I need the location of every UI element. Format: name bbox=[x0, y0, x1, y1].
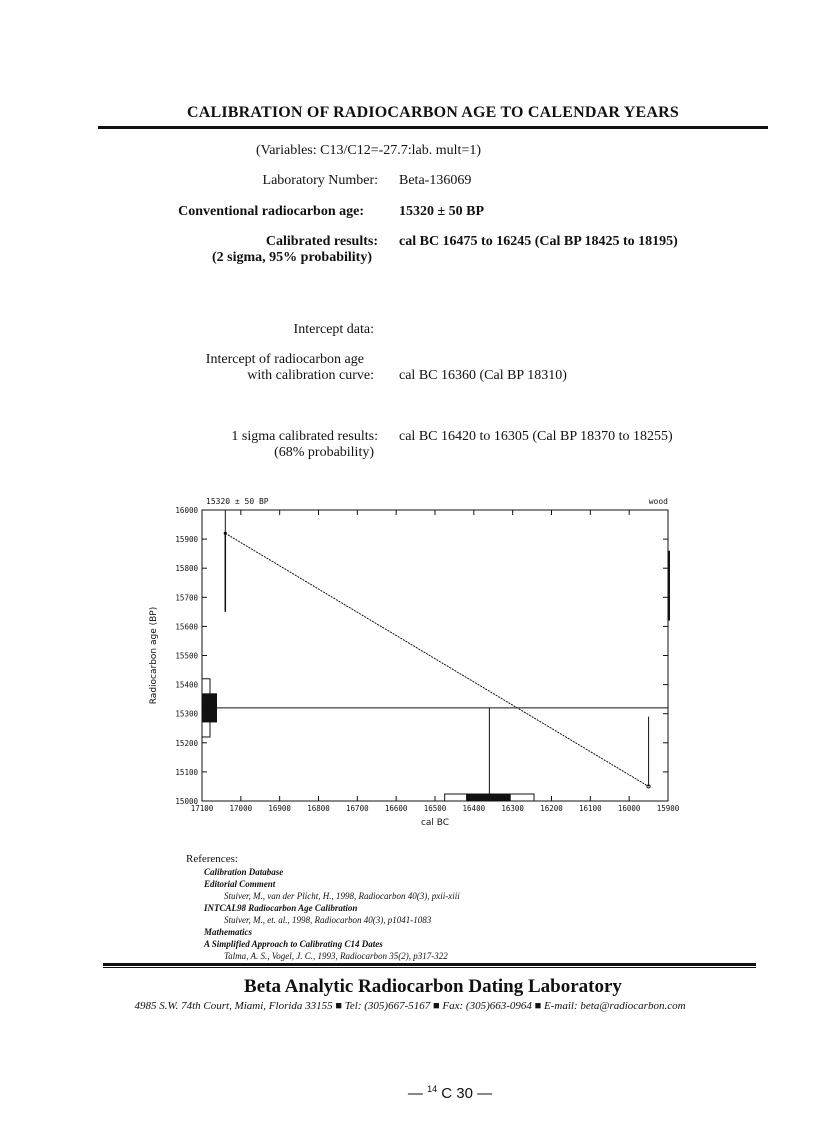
y-tick-label: 15600 bbox=[175, 622, 198, 632]
footer-rule-thin bbox=[103, 967, 756, 968]
y-tick-label: 16000 bbox=[175, 506, 198, 515]
page-prefix: — bbox=[407, 1085, 428, 1102]
x-tick-label: 17100 bbox=[190, 804, 214, 813]
y-tick-label: 15200 bbox=[175, 738, 198, 748]
page-title: CALIBRATION OF RADIOCARBON AGE TO CALENDAR YEARS bbox=[186, 104, 680, 121]
variables-line: (Variables: C13/C12=-27.7:lab. mult=1) bbox=[256, 143, 481, 158]
lab-address: 4985 S.W. 74th Court, Miami, Florida 33155 ■ Tel: (305)667-5167 ■ Fax: (305)663-0964 ■ E-mail: beta@radiocarbon.com bbox=[134, 1000, 686, 1012]
title-rule bbox=[98, 126, 768, 129]
reference-item: INTCAL98 Radiocarbon Age Calibration bbox=[204, 903, 358, 913]
conv-age-label: Conventional radiocarbon age: bbox=[178, 204, 364, 219]
reference-item: A Simplified Approach to Calibrating C14 Dates bbox=[204, 939, 383, 949]
calibrated-label: Calibrated results: bbox=[265, 234, 378, 249]
calibrated-value: cal BC 16475 to 16245 (Cal BP 18425 to 18195) bbox=[399, 234, 678, 249]
y-tick-label: 15400 bbox=[175, 680, 198, 690]
y-tick-label: 15500 bbox=[175, 651, 198, 661]
reference-item: Talma, A. S., Vogel, J. C., 1993, Radiocarbon 35(2), p317-322 bbox=[224, 951, 448, 961]
y-tick-label: 15000 bbox=[175, 797, 198, 806]
x-axis-title: cal BC bbox=[420, 818, 450, 828]
x-tick-label: 16500 bbox=[423, 804, 447, 813]
x-tick-label: 16900 bbox=[268, 804, 291, 813]
x-tick-label: 16300 bbox=[501, 804, 524, 813]
x-tick-label: 17000 bbox=[229, 804, 253, 813]
calibrated-sub: (2 sigma, 95% probability) bbox=[212, 250, 372, 265]
y-tick-label: 15300 bbox=[175, 709, 198, 719]
page-sup: 14 bbox=[427, 1084, 438, 1094]
y-axis-title: Radiocarbon age (BP) bbox=[149, 606, 159, 705]
x-tick-label: 16000 bbox=[617, 804, 641, 813]
intercept-data-label: Intercept data: bbox=[293, 322, 374, 337]
x-tick-label: 16100 bbox=[579, 804, 602, 813]
calibration-curve bbox=[225, 533, 648, 786]
y-tick-label: 15700 bbox=[175, 593, 198, 603]
references-heading: References: bbox=[186, 853, 238, 865]
sigma1-sub: (68% probability) bbox=[274, 445, 374, 460]
x-tick-label: 16600 bbox=[384, 804, 408, 813]
x-tick-label: 16700 bbox=[346, 804, 369, 813]
intercept-value: cal BC 16360 (Cal BP 18310) bbox=[399, 368, 567, 383]
lab-number-value: Beta-136069 bbox=[399, 173, 472, 188]
material-label: wood bbox=[648, 497, 668, 506]
reference-item: Editorial Comment bbox=[204, 879, 276, 889]
x-tick-label: 15900 bbox=[656, 804, 680, 813]
intercept-line1: Intercept of radiocarbon age bbox=[205, 352, 364, 367]
intercept-line2: with calibration curve: bbox=[247, 368, 374, 383]
reference-item: Calibration Database bbox=[204, 867, 284, 877]
calibration-plot bbox=[140, 490, 700, 840]
lab-number-label: Laboratory Number: bbox=[262, 173, 378, 188]
footer-rule bbox=[103, 963, 756, 966]
y-tick-label: 15100 bbox=[175, 767, 198, 777]
reference-item: Mathematics bbox=[204, 927, 253, 937]
x-tick-label: 16800 bbox=[307, 804, 330, 813]
y-tick-label: 15900 bbox=[175, 535, 198, 545]
plot-frame bbox=[202, 510, 668, 801]
sigma1-value: cal BC 16420 to 16305 (Cal BP 18370 to 18255) bbox=[399, 429, 673, 444]
reference-item: Stuiver, M., van der Plicht, H., 1998, Radiocarbon 40(3), pxii-xiii bbox=[224, 891, 460, 901]
measured-age-label: 15320 ± 50 BP bbox=[206, 497, 269, 506]
calendar-1sigma-box bbox=[466, 794, 511, 801]
reference-item: Stuiver, M., et. al., 1998, Radiocarbon 40(3), p1041-1083 bbox=[224, 915, 432, 925]
x-tick-label: 16400 bbox=[462, 804, 486, 813]
lab-name: Beta Analytic Radiocarbon Dating Laboratory bbox=[244, 976, 622, 997]
x-tick-label: 16200 bbox=[540, 804, 563, 813]
page-number bbox=[380, 1084, 520, 1102]
page-main: C 30 — bbox=[437, 1085, 493, 1102]
y-tick-label: 15800 bbox=[175, 564, 198, 574]
conv-age-value: 15320 ± 50 BP bbox=[399, 204, 485, 219]
sigma1-label: 1 sigma calibrated results: bbox=[231, 429, 378, 444]
